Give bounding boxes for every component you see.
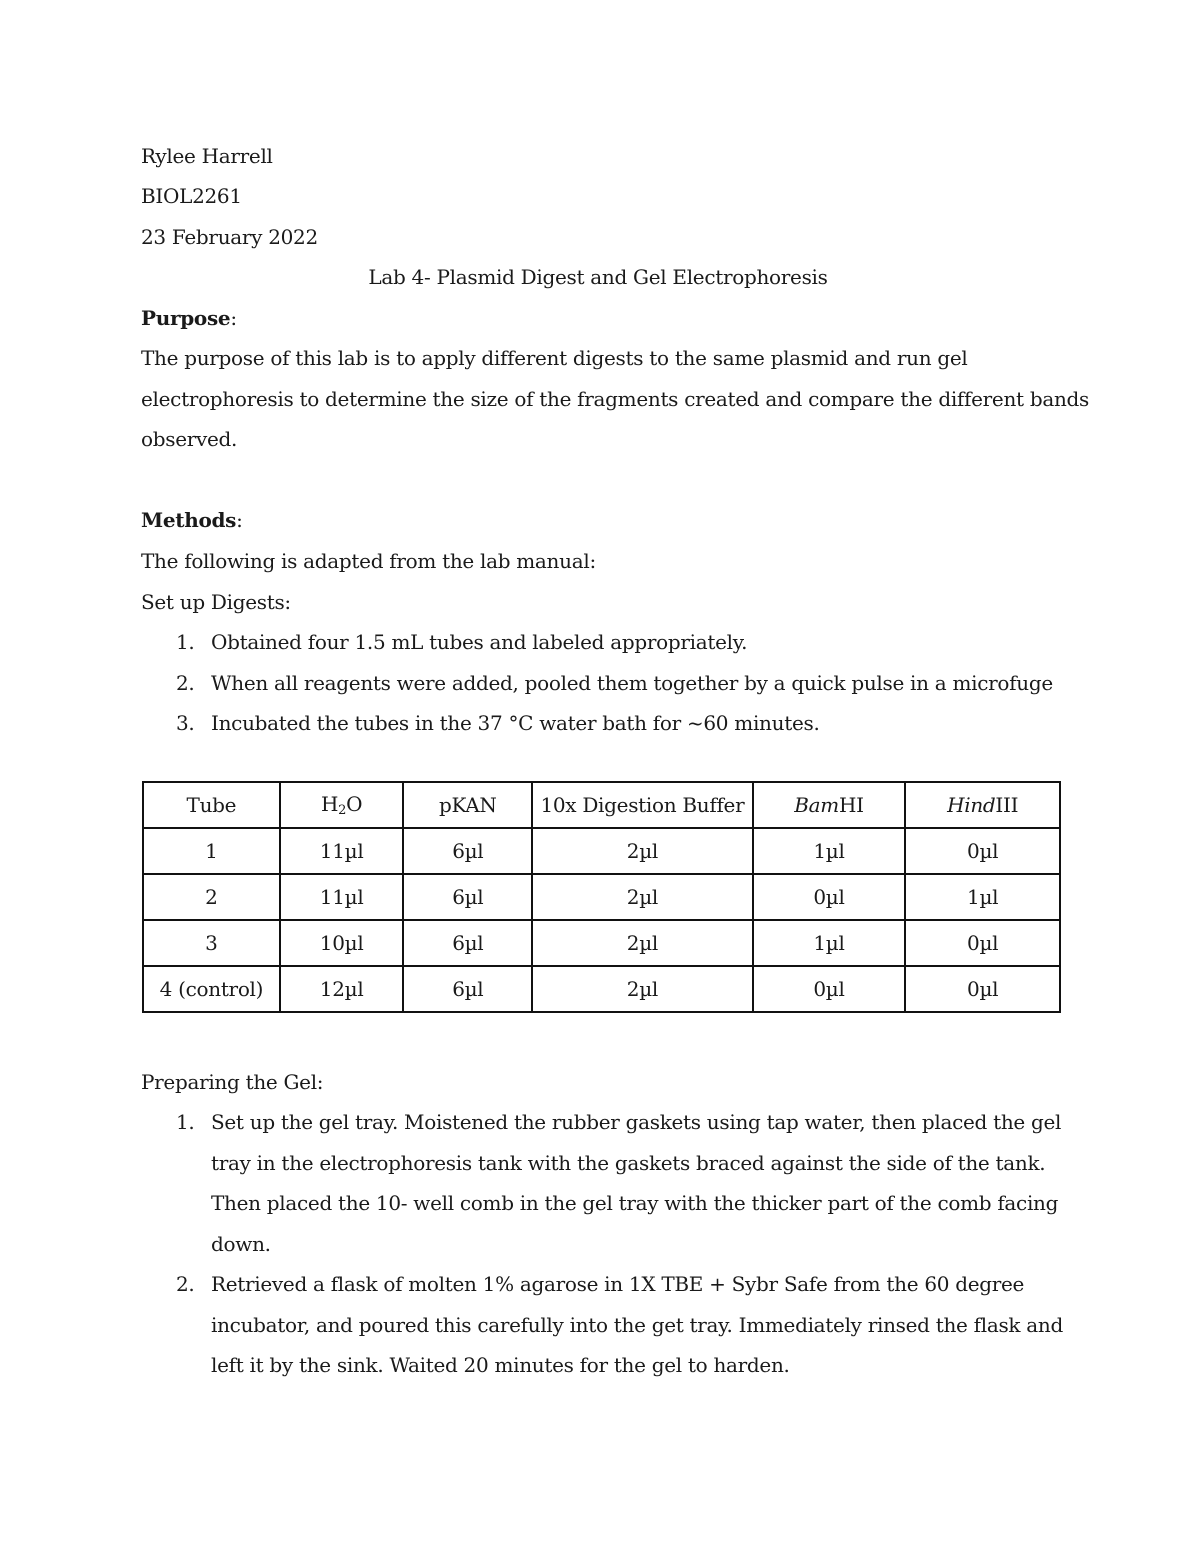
report-date: 23 February 2022 [141,225,318,249]
purpose-text-line-1: The purpose of this lab is to apply different digests to the same plasmid and run gel [141,346,968,370]
table-row [143,828,1060,874]
table-cell: 3 [143,920,280,966]
list-number: 1. [176,1110,195,1134]
hindiii-rest: III [995,793,1019,817]
table-cell: 0µl [753,966,906,1012]
table-row [143,966,1060,1012]
header-tube: Tube [143,782,280,828]
table-cell: 2µl [532,920,752,966]
table-row [143,920,1060,966]
table-cell: 11µl [280,828,404,874]
methods-heading: Methods [141,508,237,532]
list-number: 2. [176,1272,195,1296]
table-cell: 2µl [532,874,752,920]
table-cell: 10µl [280,920,404,966]
table-cell: 12µl [280,966,404,1012]
list-text: Set up the gel tray. Moistened the rubber gaskets using tap water, then placed the gel tray in the electrophoresis tank with the gaskets braced against the side of the tank. Then placed the 10- well comb in the gel tray with the thicker part of the comb facing down. [211,1110,1062,1256]
list-number: 2. [176,670,195,695]
list-number: 3. [176,711,195,735]
table-cell: 1µl [753,920,906,966]
hindiii-italic: Hind [947,793,996,817]
h2o-subscript: 2 [338,803,347,818]
table-cell: 2µl [532,966,752,1012]
digest-heading: Set up Digests: [141,590,291,614]
purpose-heading-line [141,305,237,331]
table-cell: 1µl [753,828,906,874]
table-cell: 4 (control) [143,966,280,1012]
list-number: 1. [176,630,195,654]
table-cell: 6µl [403,966,532,1012]
table-cell: 11µl [280,874,404,920]
digest-steps-list [141,622,1053,744]
header-buffer: 10x Digestion Buffer [532,782,752,828]
table-cell: 2 [143,874,280,920]
gel-heading: Preparing the Gel: [141,1070,324,1094]
table-row [143,874,1060,920]
list-text: Retrieved a flask of molten 1% agarose in 1X TBE + Sybr Safe from the 60 degree incubator, and poured this carefully into the get tray. Immediately rinsed the flask and left it by the sink. Waited 20 minutes for the gel to harden. [211,1272,1064,1377]
digest-table [142,781,1061,1013]
course-code: BIOL2261 [141,184,242,208]
list-item [141,622,1053,663]
table-cell: 2µl [532,828,752,874]
header-bamhi [753,782,906,828]
list-text: When all reagents were added, pooled them together by a quick pulse in a microfuge [211,670,1053,695]
table-cell: 0µl [905,966,1060,1012]
table-cell: 6µl [403,874,532,920]
table-cell: 0µl [905,828,1060,874]
list-text: Obtained four 1.5 mL tubes and labeled appropriately. [211,630,748,654]
methods-intro: The following is adapted from the lab manual: [141,549,596,573]
table-cell: 0µl [753,874,906,920]
purpose-colon: : [230,306,237,330]
purpose-heading: Purpose [141,306,231,330]
purpose-text-line-3: observed. [141,427,238,451]
table-cell: 1µl [905,874,1060,920]
table-header-row [143,782,1060,828]
list-text: Incubated the tubes in the 37 °C water bath for ~60 minutes. [211,711,820,735]
h2o-o: O [346,792,363,816]
list-item [141,1102,1071,1264]
table-cell: 6µl [403,920,532,966]
header-pkan: pKAN [403,782,532,828]
table-cell: 6µl [403,828,532,874]
header-h2o [280,782,404,828]
author-name: Rylee Harrell [141,144,273,168]
methods-colon: : [236,508,243,532]
list-item [141,663,1053,704]
list-item [141,703,1053,744]
report-title: Lab 4- Plasmid Digest and Gel Electrophoresis [368,265,828,289]
bamhi-italic: Bam [794,793,839,817]
list-item [141,1264,1071,1386]
header-hindiii [905,782,1060,828]
purpose-text-line-2: electrophoresis to determine the size of the fragments created and compare the different bands [141,387,1090,411]
table-cell: 0µl [905,920,1060,966]
bamhi-rest: HI [838,793,864,817]
methods-heading-line [141,507,243,533]
gel-steps-list [141,1102,1071,1386]
table-cell: 1 [143,828,280,874]
h2o-h: H [320,792,339,816]
